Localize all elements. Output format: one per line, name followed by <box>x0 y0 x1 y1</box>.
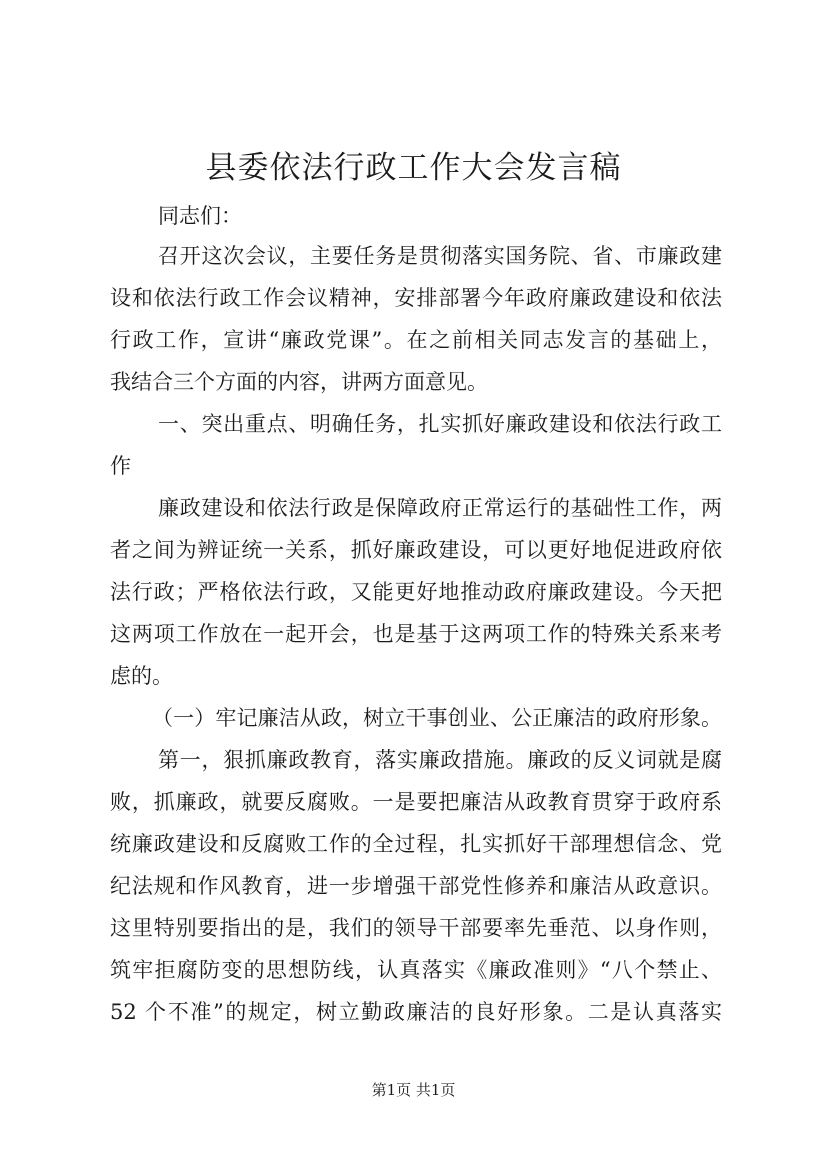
paragraph-line: 廉政建设和依法行政是保障政府正常运行的基础性工作，两 <box>158 496 722 520</box>
section-heading-line: 作 <box>110 454 131 478</box>
paragraph-line: 纪法规和作风教育，进一步增强干部党性修养和廉洁从政意识。 <box>110 874 722 898</box>
paragraph-line: 设和依法行政工作会议精神，安排部署今年政府廉政建设和依法 <box>110 286 722 310</box>
paragraph-line: 者之间为辨证统一关系，抓好廉政建设，可以更好地促进政府依 <box>110 538 722 562</box>
section-heading-line: 一、突出重点、明确任务，扎实抓好廉政建设和依法行政工 <box>158 412 722 436</box>
paragraph-line: 虑的。 <box>110 664 173 688</box>
salutation: 同志们： <box>158 204 242 228</box>
paragraph-line: 统廉政建设和反腐败工作的全过程，扎实抓好干部理想信念、党 <box>110 832 722 856</box>
paragraph-line: 我结合三个方面的内容，讲两方面意见。 <box>110 370 488 394</box>
page-footer: 第1页 共1页 <box>371 1081 456 1099</box>
paragraph-line: 败，抓廉政，就要反腐败。一是要把廉洁从政教育贯穿于政府系 <box>110 790 722 814</box>
document-title: 县委依法行政工作大会发言稿 <box>205 150 622 186</box>
paragraph-line: 行政工作，宣讲“廉政党课”。在之前相关同志发言的基础上， <box>110 328 722 352</box>
subsection-heading: （一）牢记廉洁从政，树立干事创业、公正廉洁的政府形象。 <box>152 706 722 730</box>
paragraph-line: 52 个不准”的规定，树立勤政廉洁的良好形象。二是认真落实 <box>110 1000 722 1024</box>
paragraph-line: 这两项工作放在一起开会，也是基于这两项工作的特殊关系来考 <box>110 622 722 646</box>
paragraph-line: 第一，狠抓廉政教育，落实廉政措施。廉政的反义词就是腐 <box>158 748 722 772</box>
paragraph-line: 召开这次会议，主要任务是贯彻落实国务院、省、市廉政建 <box>158 244 722 268</box>
paragraph-line: 法行政；严格依法行政，又能更好地推动政府廉政建设。今天把 <box>110 580 722 604</box>
paragraph-line: 筑牢拒腐防变的思想防线，认真落实《廉政准则》“八个禁止、 <box>110 958 722 982</box>
paragraph-line: 这里特别要指出的是，我们的领导干部要率先垂范、以身作则， <box>110 916 722 940</box>
